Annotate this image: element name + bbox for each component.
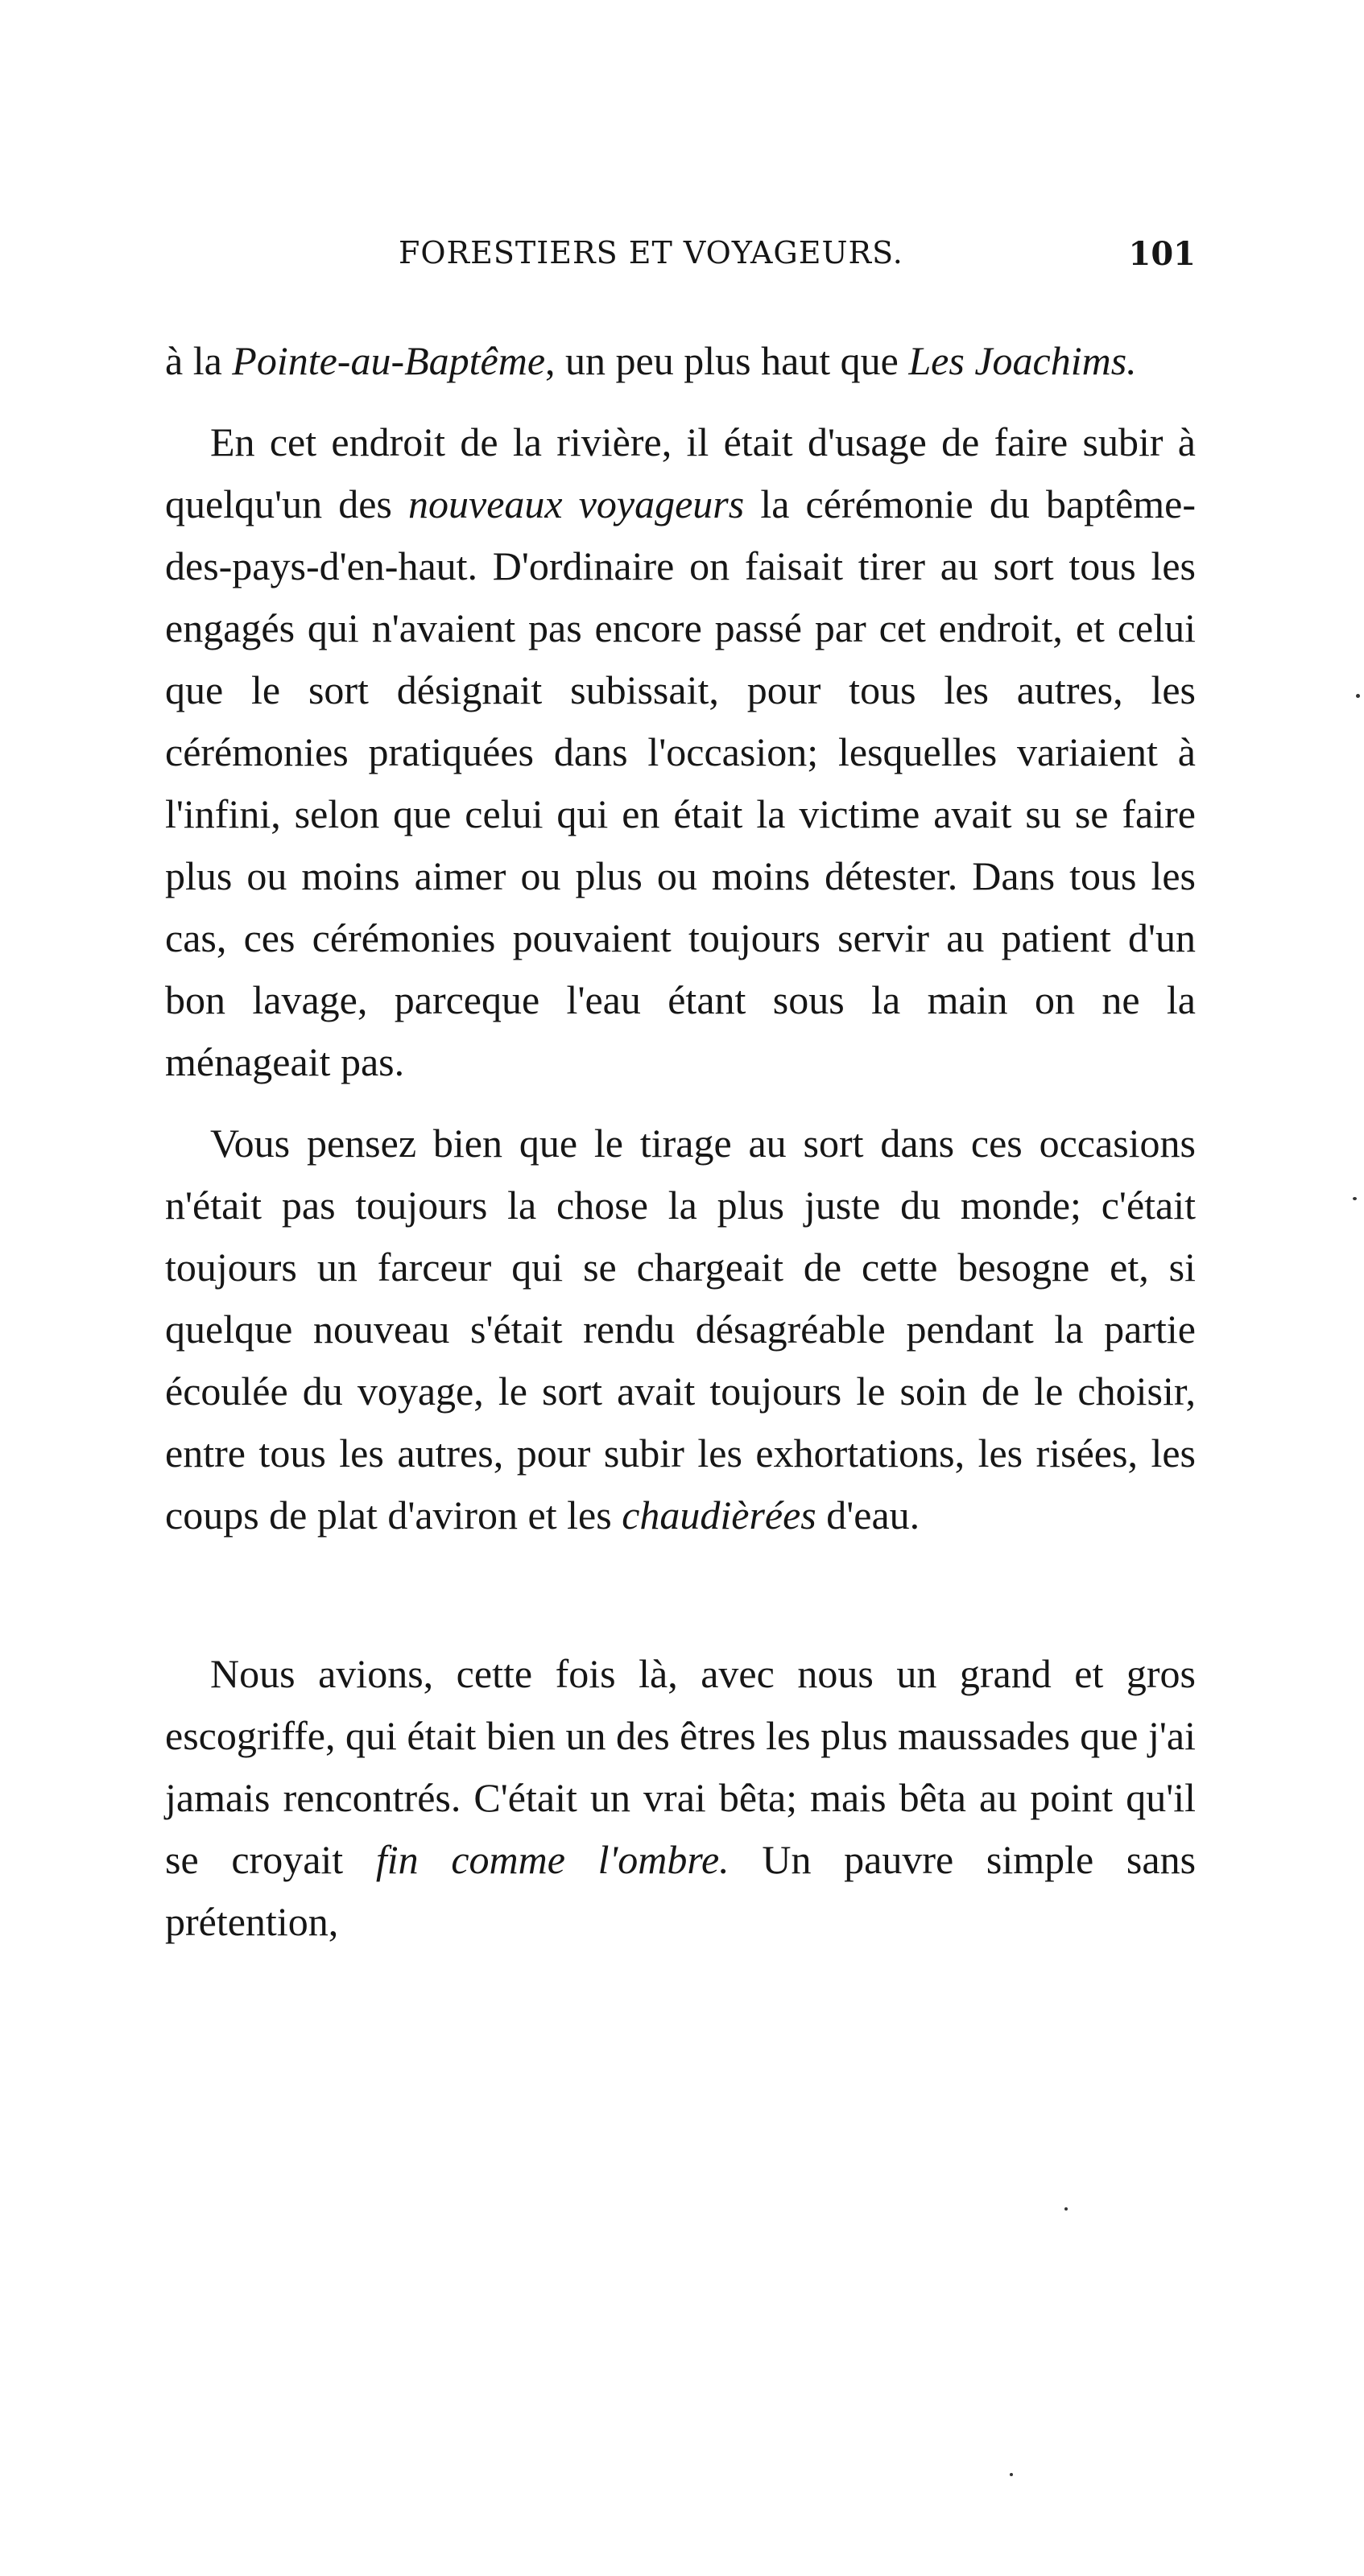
text-span: la cérémonie du baptême-des-pays-d'en-haut. D'ordinaire on faisait tirer au sort tous les engagés qui n'avaient pas encore passé par cet endroit, et celui que le sort désignait subissait, pour tous les autres, les cérémonies pratiquées dans l'occasion; lesquelles variaient à l'infini, selon que celui qui en était la victime avait su se faire plus ou moins aimer ou plus ou moins détester. Dans tous les cas, ces cérémonies pouvaient toujours servir au patient d'un bon lavage, parceque l'eau étant sous la main on ne la ménageait pas. [165,481,1196,1084]
running-head: FORESTIERS ET VOYAGEURS. [399,235,903,270]
text-span: Un pauvre simple sans prétention, [165,1837,1197,1944]
body-text [165,330,1196,1953]
paragraph-3 [165,1113,1196,1546]
text-span: , un peu plus haut que [545,338,909,383]
italic-span: Pointe-au-Baptême [232,338,546,383]
paragraph-1 [165,330,1196,392]
italic-span: nouveaux voyageurs [408,481,745,526]
text-span: à la [165,338,233,383]
paragraph-4 [165,1643,1196,1953]
page-header [165,235,1196,283]
scan-speck [1353,1197,1357,1200]
italic-span: fin comme l'ombre. [375,1837,730,1882]
scan-speck [1064,2207,1068,2211]
text-span: d'eau. [816,1492,920,1538]
scan-speck [1010,2473,1013,2476]
scan-speck [1356,694,1360,698]
text-span: En cet endroit de la rivière, il était d'usage de faire subir à quelqu'un des [165,419,1196,526]
text-span: Vous pensez bien que le tirage au sort dans ces occasions n'était pas toujours la chose la plus juste du monde; c'était toujours un farceur qui se chargeait de cette besogne et, si quelque nouveau s'était rendu désagréable pendant la partie écoulée du voyage, le sort avait toujours le soin de le choisir, entre tous les autres, pour subir les exhortations, les risées, les coups de plat d'aviron et les [165,1121,1196,1538]
italic-span: Les Joachims. [908,338,1137,383]
paragraph-2 [165,411,1196,1093]
page-number: 101 [1128,235,1196,273]
text-span: Nous avions, cette fois là, avec nous un grand et gros escogriffe, qui était bien un des êtres les plus maussades que j'ai jamais rencontrés. C'était un vrai bêta; mais bêta au point qu'il se croyait [165,1651,1196,1882]
italic-span: chaudièrées [622,1492,816,1538]
